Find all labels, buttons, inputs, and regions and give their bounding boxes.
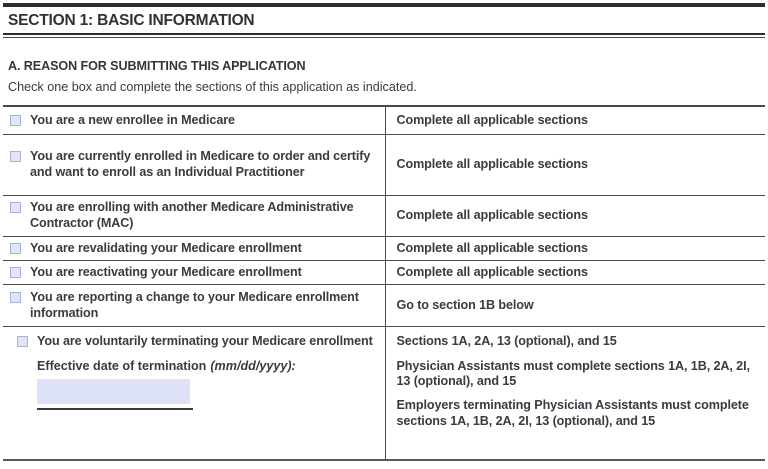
instruction-text: Complete all applicable sections	[396, 240, 588, 255]
title-underline-rule	[3, 33, 765, 35]
instruction-text: Sections 1A, 2A, 13 (optional), and 15	[396, 334, 617, 349]
option-label: You are currently enrolled in Medicare to order and certify and want to enroll as an Individual Practitioner	[30, 149, 371, 179]
reason-for-application-table	[3, 105, 765, 461]
instruction-text: Complete all applicable sections	[396, 207, 588, 222]
termination-date-input[interactable]	[37, 379, 190, 404]
effective-date-label-line	[37, 359, 375, 374]
checkbox-reporting-change[interactable]	[10, 292, 21, 303]
table-row-another-mac	[3, 195, 765, 236]
option-label: You are reporting a change to your Medicare enrollment information	[30, 290, 359, 320]
effective-date-label: Effective date of termination	[37, 358, 207, 373]
table-row-new-enrollee	[3, 106, 765, 134]
instruction-text: Go to section 1B below	[396, 298, 534, 313]
checkbox-another-mac[interactable]	[10, 202, 21, 213]
instruction-text: Complete all applicable sections	[396, 264, 588, 279]
part-a-heading: A. REASON FOR SUBMITTING THIS APPLICATION	[8, 59, 306, 73]
table-row-voluntarily-terminating	[3, 327, 765, 460]
checkbox-currently-enrolled[interactable]	[10, 151, 21, 162]
instruction-text: Complete all applicable sections	[396, 112, 588, 127]
table-row-reporting-change	[3, 285, 765, 327]
table-row-currently-enrolled	[3, 134, 765, 195]
instruction-text: Employers terminating Physician Assistants must complete sections 1A, 1B, 2A, 2I, 13 (optional), and 15	[396, 398, 749, 428]
instruction-text: Complete all applicable sections	[396, 156, 588, 171]
option-label: You are a new enrollee in Medicare	[30, 112, 235, 127]
checkbox-voluntarily-terminating[interactable]	[17, 336, 28, 347]
section-title: SECTION 1: BASIC INFORMATION	[8, 12, 255, 29]
section-header	[3, 3, 765, 38]
option-label: You are enrolling with another Medicare Administrative Contractor (MAC)	[30, 200, 354, 230]
termination-date-underline	[37, 408, 193, 410]
table-row-revalidating	[3, 236, 765, 260]
title-underline-rule-thin	[3, 37, 765, 38]
instruction-text: Physician Assistants must complete sections 1A, 1B, 2A, 2I, 13 (optional), and 15	[396, 358, 750, 388]
date-format-hint: (mm/dd/yyyy):	[210, 358, 296, 373]
table-row-reactivating	[3, 260, 765, 284]
checkbox-new-enrollee[interactable]	[10, 115, 21, 126]
option-label: You are voluntarily terminating your Medicare enrollment	[37, 334, 373, 349]
checkbox-revalidating[interactable]	[10, 243, 21, 254]
part-a	[3, 59, 765, 461]
checkbox-reactivating[interactable]	[10, 267, 21, 278]
part-a-instruction: Check one box and complete the sections of this application as indicated.	[8, 80, 417, 94]
option-label: You are reactivating your Medicare enrollment	[30, 264, 302, 279]
option-label: You are revalidating your Medicare enrollment	[30, 240, 302, 255]
